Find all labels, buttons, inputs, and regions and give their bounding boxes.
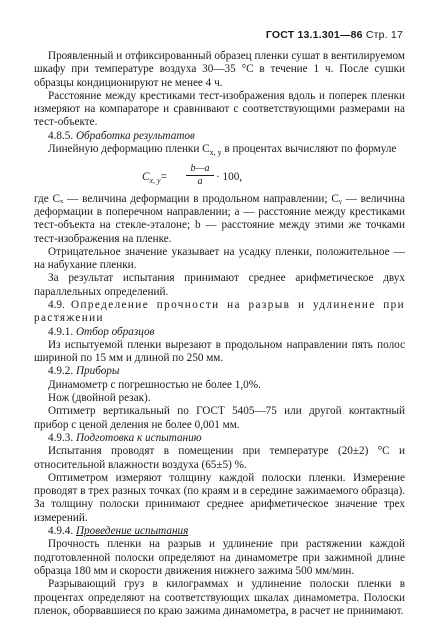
paragraph-cut-strips: Из испытуемой пленки вырезают в продольном направлении пять полос шириной по 15 мм и длиной по 250 мм. (34, 338, 405, 365)
formula-intro-end: в процентах вычисляют по формуле (221, 143, 397, 156)
standard-number: ГОСТ 13.1.301—86 (265, 29, 363, 41)
section-title: Приборы (75, 365, 120, 378)
section-title: Подготовка к испытанию (75, 431, 202, 444)
formula-denominator: a (197, 175, 203, 187)
paragraph-strength: Прочность пленки на разрыв и удлинение при растяжении каждой подготовленной полоски определяют на динамометре при зажимной длине образца 180 мм и скорости движения нижнего зажима 500 мм/мин. (34, 538, 405, 577)
paragraph-formula-intro (34, 143, 405, 160)
section-4-9-1 (34, 326, 405, 339)
paragraph-knife: Нож (двойной резак). (48, 392, 151, 405)
section-4-9 (34, 299, 405, 326)
formula-lhs: $C_{x, y}=$ (142, 170, 167, 185)
paragraph-conditions: Испытания проводят в помещении при температуре (20±2) °С и относительной влажности воздуха (65±5) %. (34, 445, 405, 471)
section-number: 4.9.3. (48, 431, 74, 444)
section-title: Отбор образцов (75, 325, 155, 338)
paragraph-negative: Отрицательное значение указывает на усадку пленки, положительное — на набухание пленки. (34, 245, 405, 272)
section-title: Определение прочности на разрыв и удлинение при растяжении (34, 298, 406, 325)
section-title: Проведение испытания (75, 525, 189, 538)
section-4-9-4 (34, 525, 405, 538)
paragraph-thickness: Оптиметром измеряют толщину каждой полоски пленки. Измерение проводят в трех разных точках (по краям и в середине зажимаемого образца). За толщину полоски принимают среднее арифметическое значение трех измерений. (34, 471, 405, 524)
paragraph-measure: Расстояние между крестиками тест-изображения вдоль и поперек пленки измеряют на компараторе и сравнивают с соответствующими размерами на тест-объекте. (34, 89, 405, 129)
section-4-9-2 (34, 365, 405, 378)
deformation-formula (34, 163, 405, 191)
paragraph-dynamometer: Динамометр с погрешностью не более 1,0%. (48, 378, 261, 391)
formula-numerator: b—a (186, 163, 214, 176)
formula-intro-text: Линейную деформацию пленки C (48, 143, 210, 156)
formula-intro-sub: x, y (209, 148, 222, 158)
section-4-8-5 (34, 130, 405, 143)
section-number: 4.9.1. (48, 325, 74, 338)
formula-rhs: · 100, (216, 170, 243, 183)
page-header (266, 29, 403, 41)
section-number: 4.9.2. (48, 365, 74, 378)
paragraph-result: За результат испытания принимают среднее арифметическое двух параллельных определений. (34, 272, 405, 298)
document-body (34, 50, 405, 618)
paragraph-drying: Проявленный и отфиксированный образец пленки сушат в вентилируемом шкафу при температуре воздуха 30—35 °С в течение 1 ч. После сушки образцы кондиционируют не менее 4 ч. (34, 50, 405, 89)
section-title: Обработка результатов (75, 129, 195, 142)
paragraph-load: Разрывающий груз в килограммах и удлинение полоски пленки в процентах определяют на соответствующих шкалах динамометра. Полоски пленок, оборвавшиеся по краю зажима динамометра, в расчет не принимают. (34, 578, 405, 617)
section-4-9-3 (34, 432, 405, 445)
section-number: 4.9. (48, 298, 65, 311)
section-number: 4.8.5. (48, 129, 74, 142)
paragraph-where: где Cₓ — величина деформации в продольном направлении; Cᵧ — величина деформации в поперечном направлении; a — расстояние между крестиками тест-объекта на стекле-эталоне; b — расстояние между этими же точками тест-изображения на пленке. (34, 192, 405, 245)
formula-fraction (186, 163, 214, 188)
section-number: 4.9.4. (48, 525, 74, 538)
paragraph-optimeter: Оптиметр вертикальный по ГОСТ 5405—75 или другой контактный прибор с ценой деления не более 0,001 мм. (34, 405, 405, 431)
page-number: Стр. 17 (365, 29, 403, 41)
